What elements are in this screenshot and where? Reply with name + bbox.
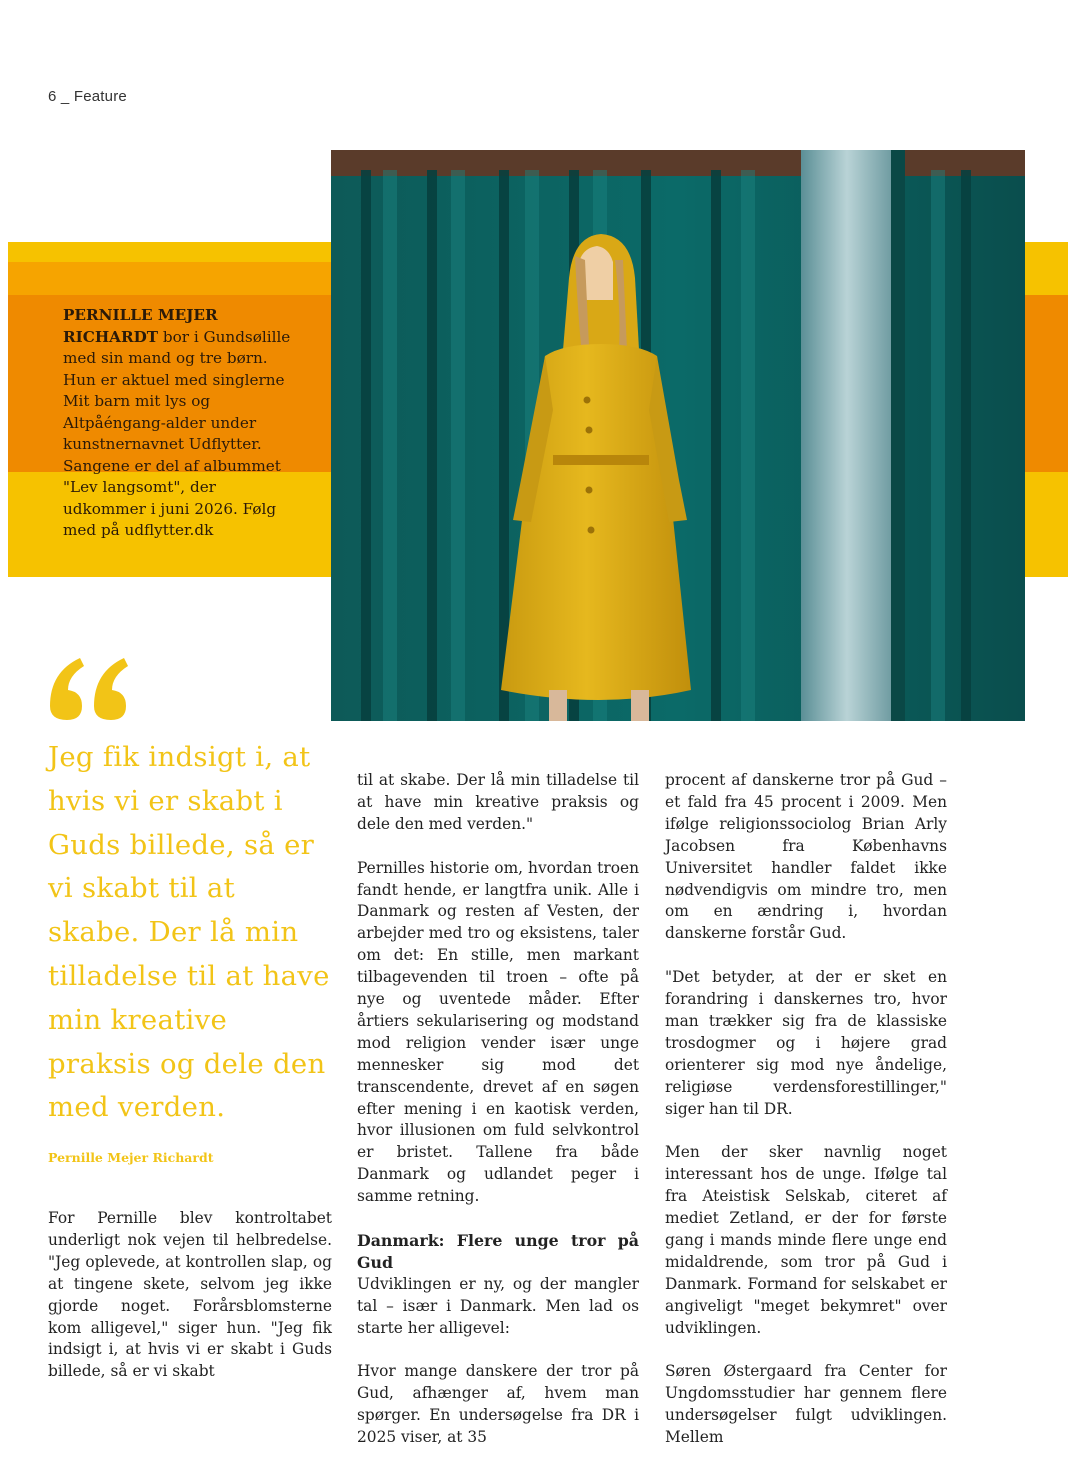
page-header: [48, 88, 127, 105]
orange-band-right: [1018, 295, 1068, 472]
column2-paragraph-1: til at skabe. Der lå min tilladelse til at have min kreative praksis og dele den med verden.": [357, 771, 639, 833]
column3-paragraph-2: "Det betyder, at der er sket en forandring i danskernes tro, hvor man trækker sig fra de klassiske trosdogmer og i højere grad orienterer sig mod nye åndelige, religiøse verdensforestillinger," siger han til DR.: [665, 968, 947, 1118]
column1-paragraph-1: For Pernille blev kontroltabet underligt nok vejen til helbredelse. "Jeg oplevede, at kontrollen slap, og at tingene skete, selvom jeg ikke gjorde noget. Forårsblomsterne kom alligevel," siger hun. "Jeg fik indsigt i, at hvis vi er skabt i Guds billede, så er vi skabt: [48, 1209, 332, 1381]
quote-mark-icon: [46, 650, 136, 730]
section-label: Feature: [73, 88, 127, 105]
article-column-1: [48, 1208, 332, 1405]
column2-subheading: Danmark: Flere unge tror på Gud: [357, 1231, 639, 1272]
column3-paragraph-3: Men der sker navnlig noget interessant hos de unge. Ifølge tal fra Ateistisk Selskab, citeret af mediet Zetland, er der for første gang i mands minde flere unge end midaldrende, som tror på Gud i Danmark. Formand for selskabet er angiveligt "meget bekymret" over udviklingen.: [665, 1143, 947, 1337]
column3-paragraph-4: Søren Østergaard fra Center for Ungdomsstudier har gennem flere undersøgelser fulgt udviklingen. Mellem: [665, 1362, 947, 1447]
bio-box: [63, 305, 295, 542]
column2-paragraph-3: Udviklingen er ny, og der mangler tal – især i Danmark. Men lad os starte her alligevel:: [357, 1274, 639, 1337]
page-number: 6: [48, 88, 57, 105]
column2-paragraph-4: Hvor mange danskere der tror på Gud, afhænger af, hvem man spørger. En undersøgelse fra DR i 2025 viser, at 35: [357, 1362, 639, 1447]
pull-quote-attribution: Pernille Mejer Richardt: [48, 1150, 214, 1165]
bio-name: PERNILLE MEJER RICHARDT: [63, 306, 218, 346]
article-column-2: [357, 770, 639, 1471]
column3-paragraph-1: procent af danskerne tror på Gud – et fald fra 45 procent i 2009. Men ifølge religionssociolog Brian Arly Jacobsen fra Københavns Universitet handler faldet ikke nødvendigvis om mindre tro, men om en ændring i, hvordan danskerne forstår Gud.: [665, 771, 947, 943]
pull-quote: Jeg fik indsigt i, at hvis vi er skabt i Guds billede, så er vi skabt til at skabe. Der lå min tilladelse til at have min kreative praksis og dele den med verden.: [48, 741, 330, 1124]
article-column-3: [665, 770, 947, 1471]
bio-text: bor i Gundsølille med sin mand og tre børn. Hun er aktuel med singlerne Mit barn mit lys og Altpåéngang-alder under kunstnernavnet Udflytter. Sangene er del af albummet "Lev langsomt", der udkommer i juni 2026. Følg med på udflytter.dk: [63, 327, 291, 539]
feature-photo: [331, 150, 1025, 721]
column2-paragraph-2: Pernilles historie om, hvordan troen fandt hende, er langtfra unik. Alle i Danmark og resten af Vesten, der arbejder med tro og eksistens, taler om det: En stille, men markant tilbagevenden til troen – ofte på nye og uventede måder. Efter årtiers sekularisering og modstand mod religion vender især unge mennesker sig mod det transcendente, drevet af en søgen efter mening i en kaotisk verden, hvor illusionen om fuld selvkontrol er bristet. Tallene fra både Danmark og udlandet peger i samme retning.: [357, 858, 639, 1206]
header-separator: _: [60, 88, 70, 105]
